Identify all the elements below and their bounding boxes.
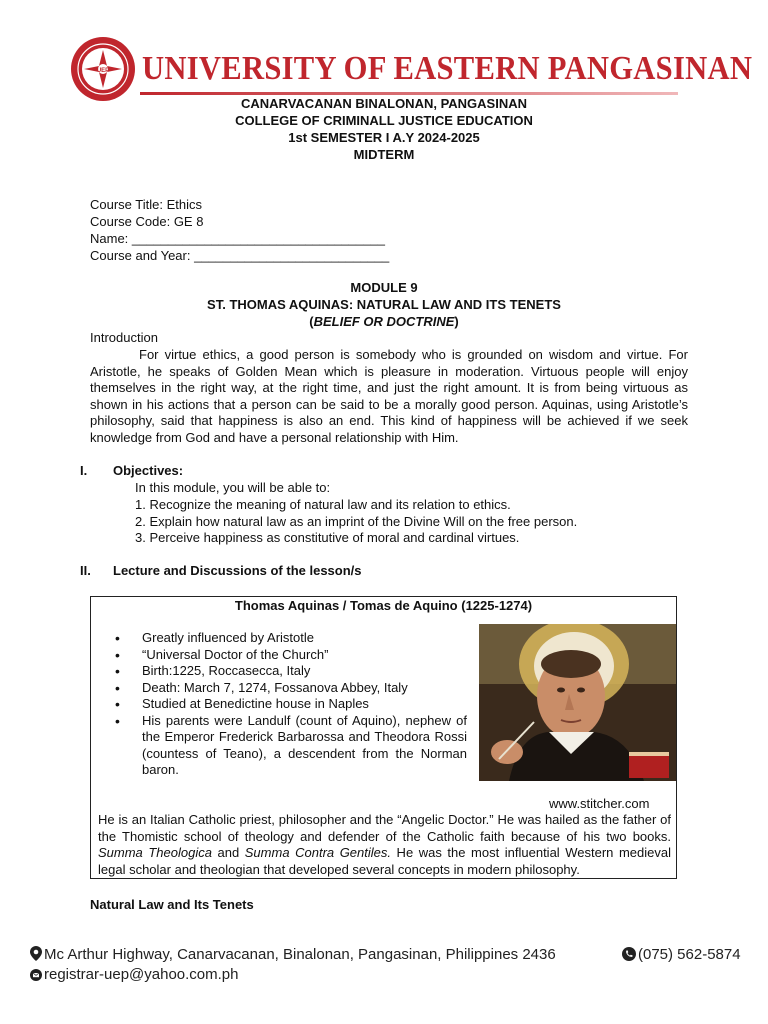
objective-item: 3. Perceive happiness as constitutive of moral and cardinal virtues. <box>135 530 520 545</box>
header-address: CANARVACANAN BINALONAN, PANGASINAN <box>241 96 527 111</box>
objectives-numeral: I. <box>80 463 88 478</box>
location-pin-icon <box>30 946 42 960</box>
module-title: ST. THOMAS AQUINAS: NATURAL LAW AND ITS TENETS <box>207 297 561 312</box>
university-name: UNIVERSITY OF EASTERN PANGASINAN <box>142 50 753 87</box>
footer-phone: (075) 562-5874 <box>622 946 741 963</box>
name-field: Name: ___________________________________ <box>90 231 385 246</box>
aquinas-portrait-image <box>479 624 676 781</box>
aquinas-description: He is an Italian Catholic priest, philosopher and the “Angelic Doctor.” He was hailed as the father of the Thomistic school of theology and defender of the Catholic faith because of his two books. Summa Theologica and Summa Contra Gentiles. He was the most influential Western medieval legal scholar and theologian that developed several concepts in modern philosophy. <box>98 812 671 877</box>
list-item: • “Universal Doctor of the Church” <box>115 647 467 664</box>
list-item: • Death: March 7, 1274, Fossanova Abbey, Italy <box>115 680 467 697</box>
footer-email: registrar-uep@yahoo.com.ph <box>30 966 239 983</box>
section-heading-natural-law: Natural Law and Its Tenets <box>90 897 254 912</box>
image-credit: www.stitcher.com <box>549 796 650 811</box>
course-code: Course Code: GE 8 <box>90 214 204 229</box>
list-item: • His parents were Landulf (count of Aquino), nephew of the Emperor Frederick Barbarossa and Theodora Rossi (countess of Teano), a descendent from the Norman baron. <box>115 713 467 779</box>
course-year-field: Course and Year: ___________________________ <box>90 248 390 263</box>
aquinas-box-title: Thomas Aquinas / Tomas de Aquino (1225-1274) <box>234 598 533 613</box>
lecture-heading: Lecture and Discussions of the lesson/s <box>113 563 362 578</box>
objectives-heading: Objectives: <box>113 463 184 478</box>
phone-icon <box>622 947 636 961</box>
course-title: Course Title: Ethics <box>90 197 202 212</box>
module-number: MODULE 9 <box>350 280 418 295</box>
list-item: • Greatly influenced by Aristotle <box>115 630 467 647</box>
lecture-numeral: II. <box>80 563 91 578</box>
header-college: COLLEGE OF CRIMINALL JUSTICE EDUCATION <box>235 113 533 128</box>
list-item: • Birth:1225, Roccasecca, Italy <box>115 663 467 680</box>
email-icon <box>30 968 42 982</box>
objective-item: 1. Recognize the meaning of natural law and its relation to ethics. <box>135 497 511 512</box>
university-seal-logo <box>70 36 136 102</box>
module-subtitle: (BELIEF OR DOCTRINE) <box>309 314 459 329</box>
footer-address: Mc Arthur Highway, Canarvacanan, Binalonan, Pangasinan, Philippines 2436 <box>30 946 556 963</box>
introduction-heading: Introduction <box>90 330 158 345</box>
objective-item: 2. Explain how natural law as an imprint of the Divine Will on the free person. <box>135 514 578 529</box>
objectives-lead: In this module, you will be able to: <box>135 480 331 495</box>
header-term: MIDTERM <box>353 147 415 162</box>
list-item: • Studied at Benedictine house in Naples <box>115 696 467 713</box>
aquinas-bullet-list <box>115 630 467 779</box>
svg-text:UEP: UEP <box>96 68 110 74</box>
header-semester: 1st SEMESTER I A.Y 2024-2025 <box>288 130 480 145</box>
introduction-body: For virtue ethics, a good person is somebody who is grounded on wisdom and virtue. For Aristotle, he speaks of Golden Mean which is pleasure in moderation. Virtuous people will enjoy themselves in the right way, at the right time, and just the right amount. It is from being virtuous as shown in his actions that a person can be said to be a morally good person. Aquinas, using Aristotle’s philosophy, said that happiness is also an end. This kind of happiness will be achieved if we seek knowledge from God and have a personal relationship with Him. <box>90 347 688 445</box>
